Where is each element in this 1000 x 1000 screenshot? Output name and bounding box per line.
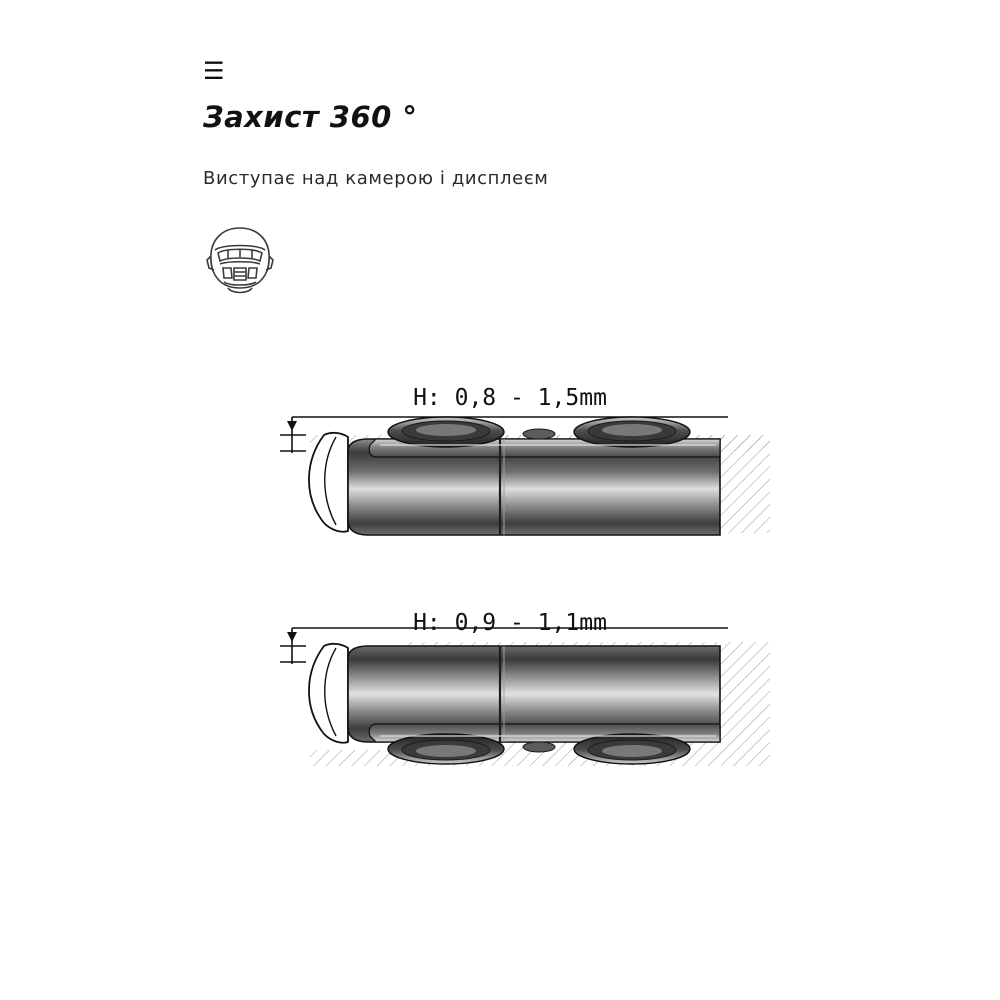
diagram-camera-side-protection bbox=[250, 375, 770, 585]
page-title: Захист 360 ° bbox=[203, 100, 418, 134]
stormtrooper-helmet-icon bbox=[198, 222, 282, 302]
menu-icon[interactable]: ☰ bbox=[203, 57, 225, 85]
dimension-label-camera: H: 0,8 - 1,5mm bbox=[413, 385, 607, 411]
page-subtitle: Виступає над камерою і дисплеєм bbox=[203, 168, 549, 189]
dimension-label-display: H: 0,9 - 1,1mm bbox=[413, 610, 607, 636]
diagram-display-side-protection bbox=[250, 600, 770, 810]
